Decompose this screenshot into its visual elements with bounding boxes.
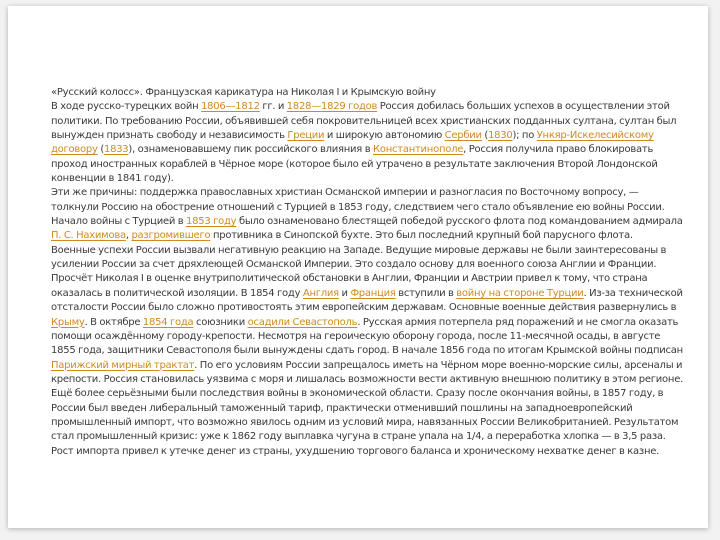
text: и: [338, 287, 351, 299]
doc-title: «Русский колосс». Французская карикатура на Николая I и Крымскую войну: [51, 87, 436, 98]
document-body: [51, 86, 686, 459]
link-1806-1812[interactable]: 1806—1812: [201, 101, 260, 113]
link-siege-sevastopol[interactable]: осадили Севастополь: [247, 316, 358, 328]
paragraph-1: [51, 100, 686, 186]
link-england[interactable]: Англия: [302, 287, 339, 299]
link-unkiar-treaty[interactable]: Ункяр-Искелесийскому договору: [51, 130, 654, 156]
link-serbia[interactable]: Сербии: [444, 130, 482, 142]
link-war-turkey-side[interactable]: войну на стороне Турции: [456, 287, 584, 299]
link-1854[interactable]: 1854 года: [142, 316, 194, 328]
text: Россия добилась больших успехов в осуществлении этой политики. По требованию России, объявившей себя покровительницей всех христианских подданных султана, султан был вынужден признать свободу и независимость: [51, 101, 677, 142]
text: (: [481, 130, 489, 142]
link-greece[interactable]: Греции: [287, 130, 325, 142]
text: вступили в: [395, 287, 457, 299]
text: . Из-за технической отсталости России было сложно противостоять этим европейским державам. Основные военные действия развернулись в: [51, 287, 683, 314]
paragraph-2: [51, 186, 686, 243]
text: было ознаменовано блестящей победой русского флота под командованием адмирала: [236, 216, 683, 228]
text: . В октябре: [84, 316, 143, 328]
text: ), ознаменовавшему пик российского влияния в: [128, 144, 373, 156]
text: Военные успехи России вызвали негативную реакцию на Западе. Ведущие мировые державы не были заинтересованы в усилении России за счет дряхлеющей Османской Империи. Это создало основу для военного союза Англии и Франции. Просчёт Николая I в оценке внутриполитической обстановки в Англии, Франции и Австрии привел к тому, что страна оказалась в политической изоляции. В 1854 году: [51, 244, 667, 299]
paragraph-4: Ещё более серьёзными были последствия войны в экономической области. Сразу после окончания войны, в 1857 году, в России был введен либеральный таможенный тариф, практически отменивший пошлины на западноевропейский промышленный импорт, что возможно явилось одним из условий мира, навязанных России Великобританией. Результатом стал промышленный кризис: уже к 1862 году выплавка чугуна в стране упала на 1/4, а переработка хлопка — в 3,5 раза. Рост импорта привел к утечке денег из страны, ухудшению торгового баланса и хроническому нехватке денег в казне.: [51, 388, 679, 457]
link-france[interactable]: Франция: [350, 287, 396, 299]
link-1830[interactable]: 1830: [488, 130, 513, 142]
text: гг. и: [259, 101, 287, 113]
text: Эти же причины: поддержка православных христиан Османской империи и разногласия по Восточному вопросу, — толкнули Россию на обострение отношений с Турцией в 1853 году, следствием чего стало объявление ею войны России. Начало войны с Турцией в: [51, 187, 665, 228]
slide-card: [8, 6, 708, 528]
link-1833[interactable]: 1833: [103, 144, 129, 156]
text: ,: [125, 230, 132, 242]
link-1853[interactable]: 1853 году: [186, 216, 237, 228]
text: . Русская армия потерпела ряд поражений и не смогла оказать помощи осаждённому городу-крепости. Несмотря на героическую оборону города, после 11-месячной осады, в августе 1855 года, защитники Севастополя были вынуждены сдать город. В начале 1856 года по итогам Крымской войны подписан: [51, 316, 683, 357]
text: , Россия получила право блокировать проход иностранных кораблей в Чёрное море (которое было ей утрачено в результате заключения Второй Лондонской конвенции в 1841 году).: [51, 144, 658, 185]
text: В ходе русско-турецких войн: [51, 101, 202, 113]
link-crimea[interactable]: Крыму: [51, 316, 85, 328]
link-constantinople[interactable]: Константинополе: [372, 144, 464, 156]
link-nakhimov[interactable]: П. С. Нахимова: [51, 230, 126, 242]
text: противника в Синопской бухте. Это был последний крупный бой парусного флота.: [210, 230, 633, 242]
text: ); по: [512, 130, 537, 142]
paragraph-3: [51, 244, 686, 387]
text: и широкую автономию: [324, 130, 445, 142]
link-1828-1829[interactable]: 1828—1829 годов: [286, 101, 378, 113]
link-sinop-battle[interactable]: разгромившего: [131, 230, 211, 242]
text: союзники: [193, 316, 248, 328]
link-paris-treaty[interactable]: Парижский мирный трактат: [51, 359, 195, 371]
text: (: [97, 144, 104, 156]
text: . По его условиям России запрещалось иметь на Чёрном море военно-морские силы, арсеналы и крепости. Россия становилась уязвима с моря и лишалась возможности вести активную внешнюю политику в этом регионе.: [51, 359, 684, 385]
